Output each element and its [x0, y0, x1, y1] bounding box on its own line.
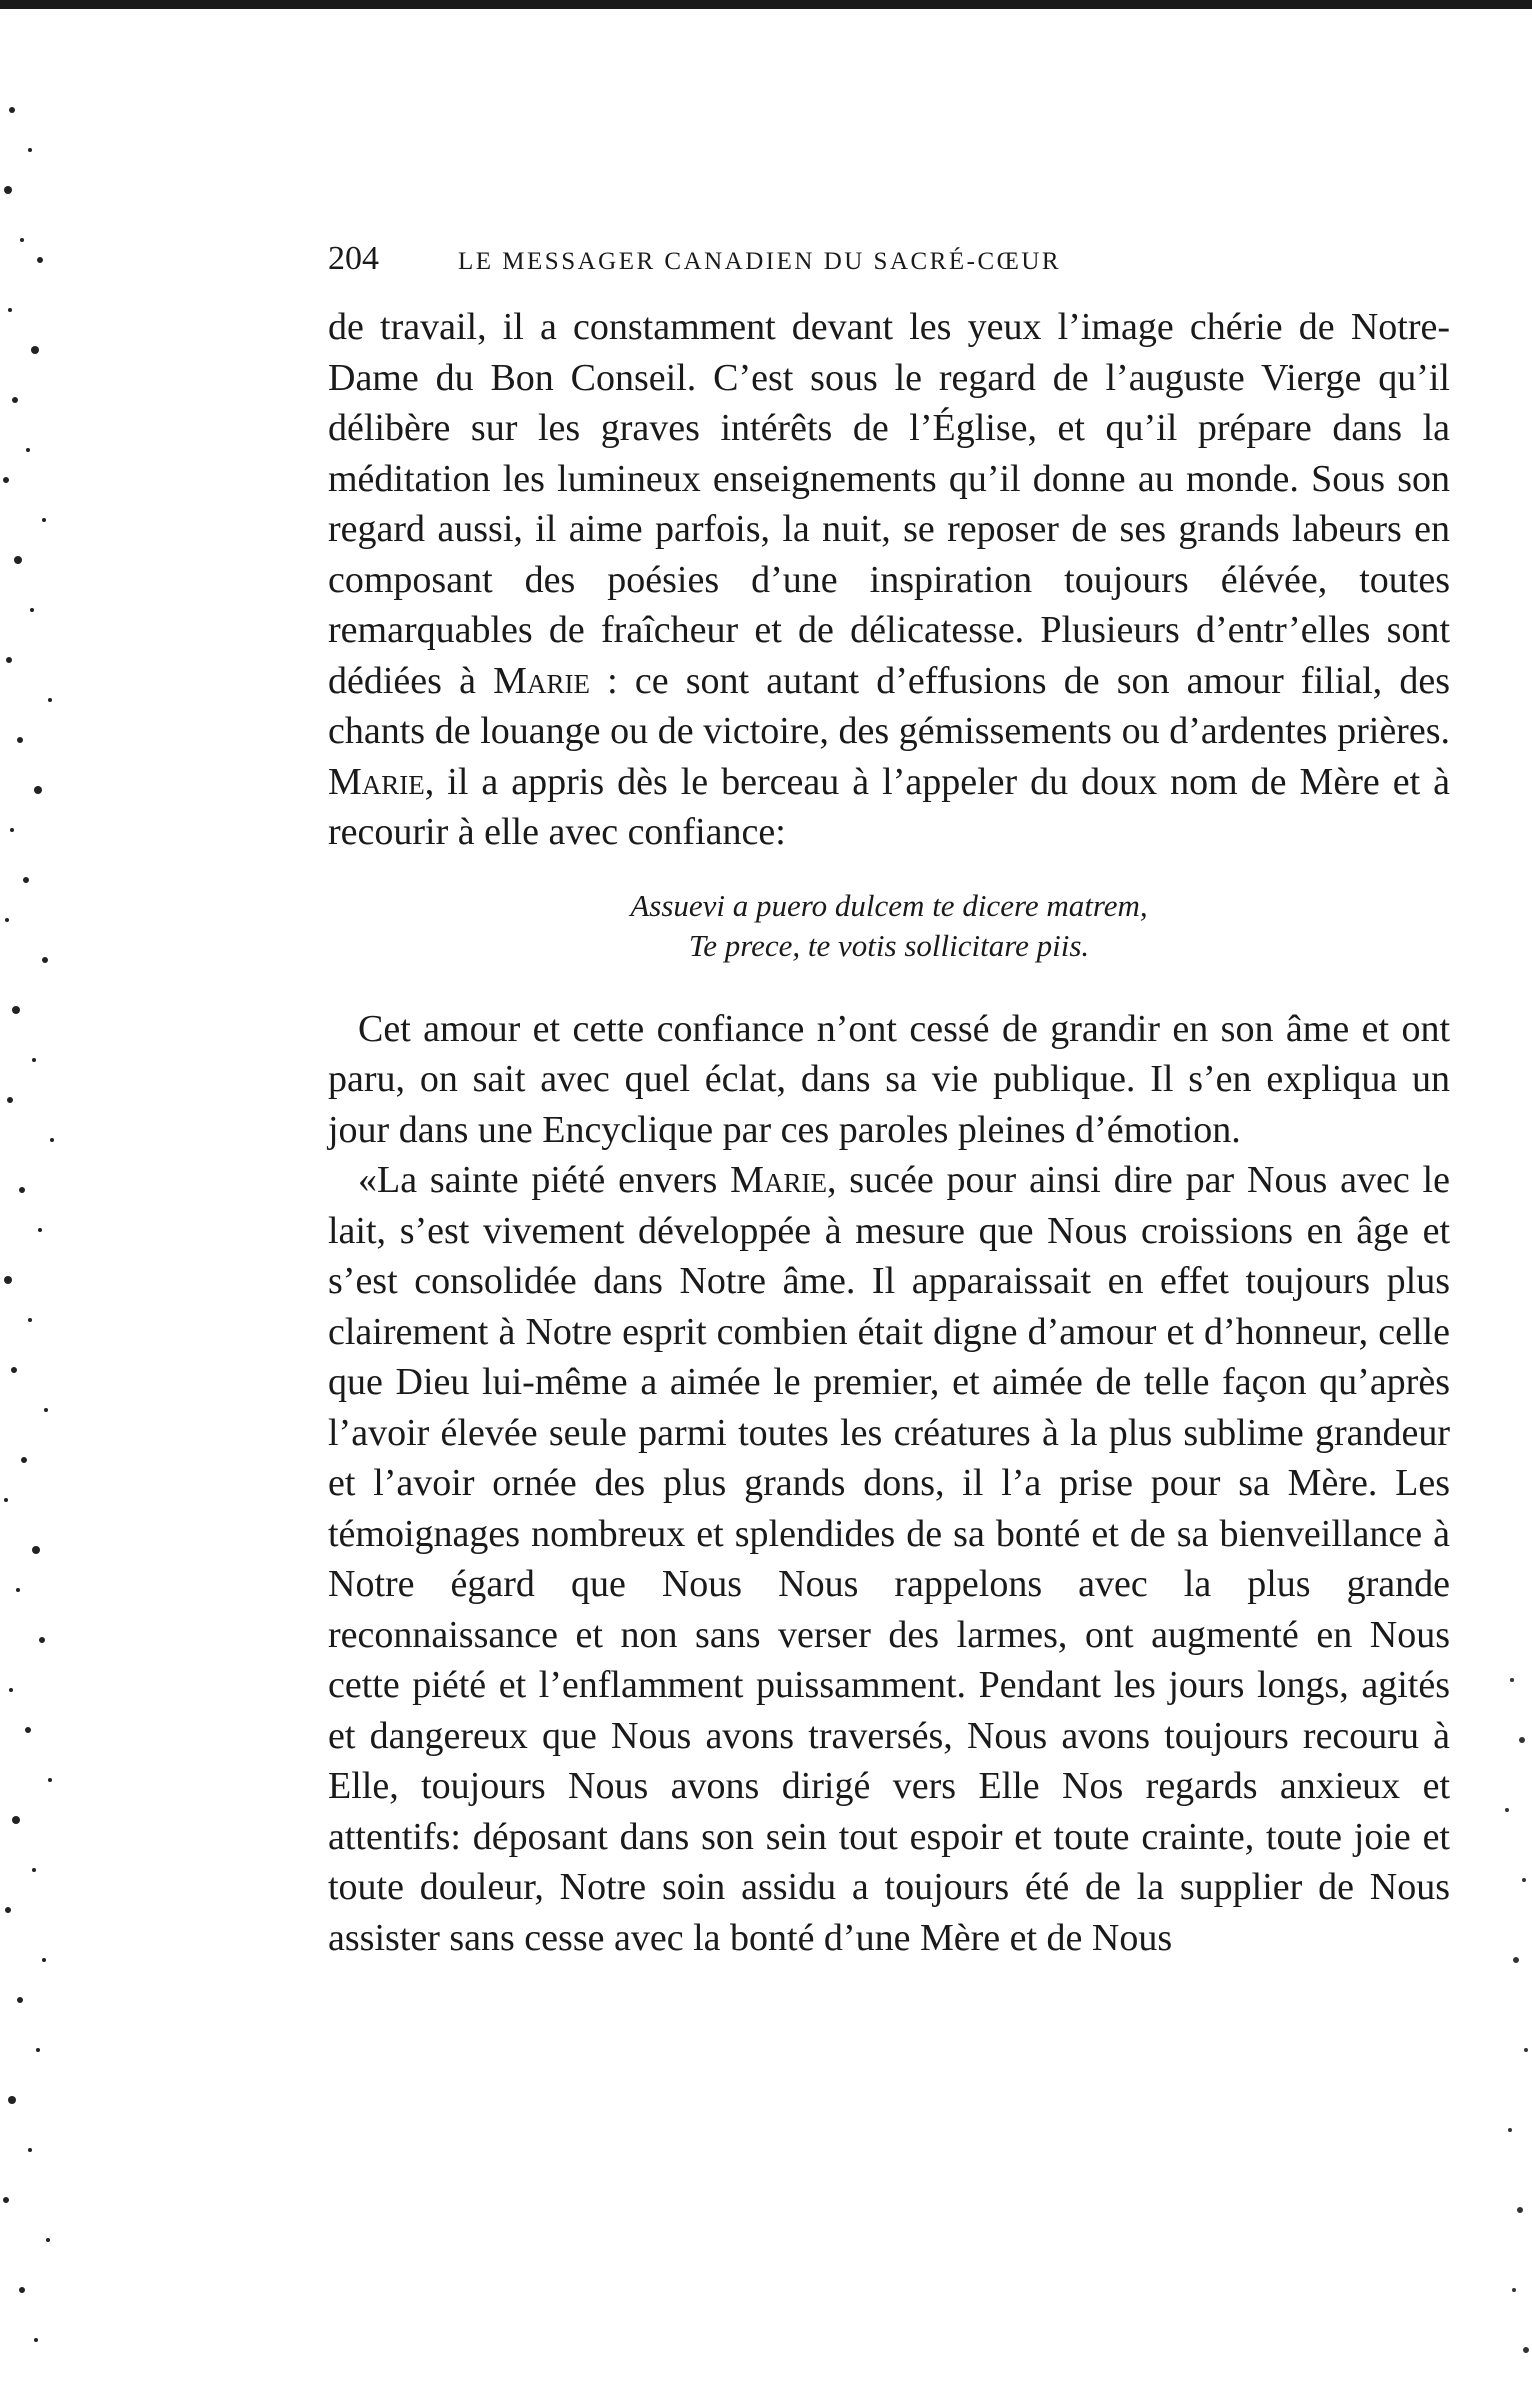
paragraph-2: Cet amour et cette confiance n’ont cessé de grandir en son âme et ont paru, on sait avec quel éclat, dans sa vie publique. Il s’en expliqua un jour dans une Encyclique par ces paroles pleines d’émotion. [328, 1007, 1450, 1151]
page-number: 204 [328, 240, 379, 277]
paragraph-3-text-b: , sucée pour ainsi dire par Nous avec le lait, s’est vivement développée à mesure que Nous croissions en âge et s’est consolidée dans Notre âme. Il apparaissait en effet toujours plus clairement à Notre esprit combien était digne d’amour et d’honneur, celle que Dieu lui-même a aimée le premier, et aimée de telle façon qu’après l’avoir élevée seule parmi toutes les créatures à la plus sublime grandeur et l’avoir ornée des plus grands dons, il l’a prise pour sa Mère. Les témoignages nombreux et splendides de sa bonté et de sa bienveillance à Notre égard que Nous Nous rappelons avec la plus grande reconnaissance et non sans verser des larmes, ont augmenté en Nous cette piété et l’enflamment puissamment. Pendant les jours longs, agités et dangereux que Nous avons traversés, Nous avons toujours recouru à Elle, toujours Nous avons dirigé vers Elle Nos regards anxieux et attentifs: déposant dans son sein tout espoir et toute crainte, toute joie et toute douleur, Notre soin assidu a toujours été de la supplier de Nous assister sans cesse avec la bonté d’une Mère et de Nous [328, 1159, 1450, 1959]
name-marie: Marie [493, 659, 590, 702]
name-marie: Marie [730, 1159, 827, 1201]
paragraph-1-text-a: de travail, il a constamment devant les yeux l’image chérie de Notre-Dame du Bon Conseil. C’est sous le regard de l’auguste Vierge qu’il délibère sur les graves intérêts de l’Église, et qu’il prépare dans la méditation les lumineux enseignements qu’il donne au monde. Sous son regard aussi, il aime parfois, la nuit, se reposer de ses grands labeurs en composant des poésies d’une inspiration toujours élévée, toutes remarquables de fraîcheur et de délicatesse. Plusieurs d’entr’elles sont dédiées à [328, 306, 1450, 702]
latin-verse-quote [328, 886, 1450, 966]
name-marie: Marie [328, 760, 425, 803]
running-title: LE MESSAGER CANADIEN DU SACRÉ-CŒUR [458, 248, 1062, 275]
paragraph-3-text-a: «La sainte piété envers [358, 1159, 731, 1201]
book-page [328, 240, 1450, 1963]
verse-line-2: Te prece, te votis sollicitare piis. [688, 927, 1090, 963]
scan-edge-speckle-left [0, 0, 80, 2402]
paragraph-1 [328, 302, 1450, 858]
verse-line-1: Assuevi a puero dulcem te dicere matrem, [630, 887, 1148, 923]
page-top-edge [0, 0, 1532, 9]
running-header [328, 240, 1450, 288]
paragraph-3 [328, 1155, 1450, 1963]
paragraph-1-text-c: , il a appris dès le berceau à l’appeler du doux nom de Mère et à recourir à elle avec confiance: [328, 760, 1450, 853]
paragraph-1-text-b: : ce sont autant d’effusions de son amour filial, des chants de louange ou de victoire, des gémissements ou d’ardentes prières. [328, 659, 1451, 752]
scan-edge-speckle-right [1452, 1650, 1532, 2402]
